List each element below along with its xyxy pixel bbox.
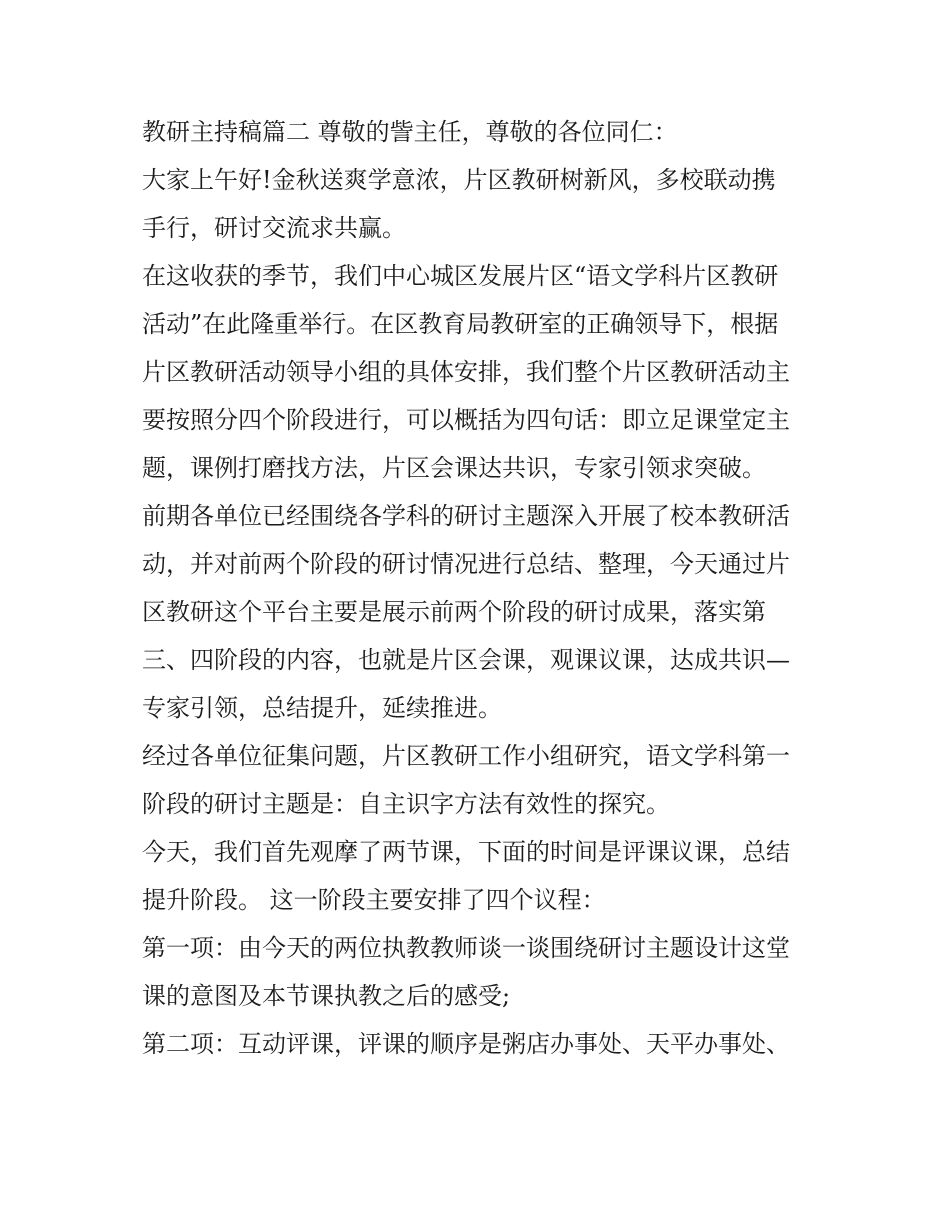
text-line: 前期各单位已经围绕各学科的研讨主题深入开展了校本教研活 [142,502,790,530]
text-line: 专家引领，总结提升，延续推进。 [142,694,502,722]
text-line: 区教研这个平台主要是展示前两个阶段的研讨成果，落实第 [142,598,766,626]
text-line: 要按照分四个阶段进行，可以概括为四句话：即立足课堂定主 [142,406,790,434]
text-line: 动，并对前两个阶段的研讨情况进行总结、整理，今天通过片 [142,550,790,578]
document-body [142,108,822,1068]
text-line: 三、四阶段的内容，也就是片区会课，观课议课，达成共识— [142,646,790,674]
text-line: 第二项：互动评课，评课的顺序是粥店办事处、天平办事处、 [142,1030,790,1058]
text-line: 大家上午好!金秋送爽学意浓，片区教研树新风，多校联动携 [142,166,776,194]
text-line: 在这收获的季节，我们中心城区发展片区“语文学科片区教研 [142,262,779,290]
text-line: 第一项：由今天的两位执教教师谈一谈围绕研讨主题设计这堂 [142,934,790,962]
text-line: 提升阶段。 这一阶段主要安排了四个议程： [142,886,606,914]
text-line: 手行，研讨交流求共赢。 [142,214,406,242]
text-line: 片区教研活动领导小组的具体安排，我们整个片区教研活动主 [142,358,790,386]
text-line: 活动”在此隆重举行。在区教育局教研室的正确领导下，根据 [142,310,779,338]
text-line: 教研主持稿篇二 尊敬的訾主任，尊敬的各位同仁： [142,118,678,146]
text-line: 课的意图及本节课执教之后的感受; [142,982,511,1010]
text-line: 经过各单位征集问题，片区教研工作小组研究，语文学科第一 [142,742,790,770]
text-line: 阶段的研讨主题是：自主识字方法有效性的探究。 [142,790,670,818]
text-line: 题，课例打磨找方法，片区会课达共识，专家引领求突破。 [142,454,766,482]
text-line: 今天，我们首先观摩了两节课，下面的时间是评课议课，总结 [142,838,790,866]
